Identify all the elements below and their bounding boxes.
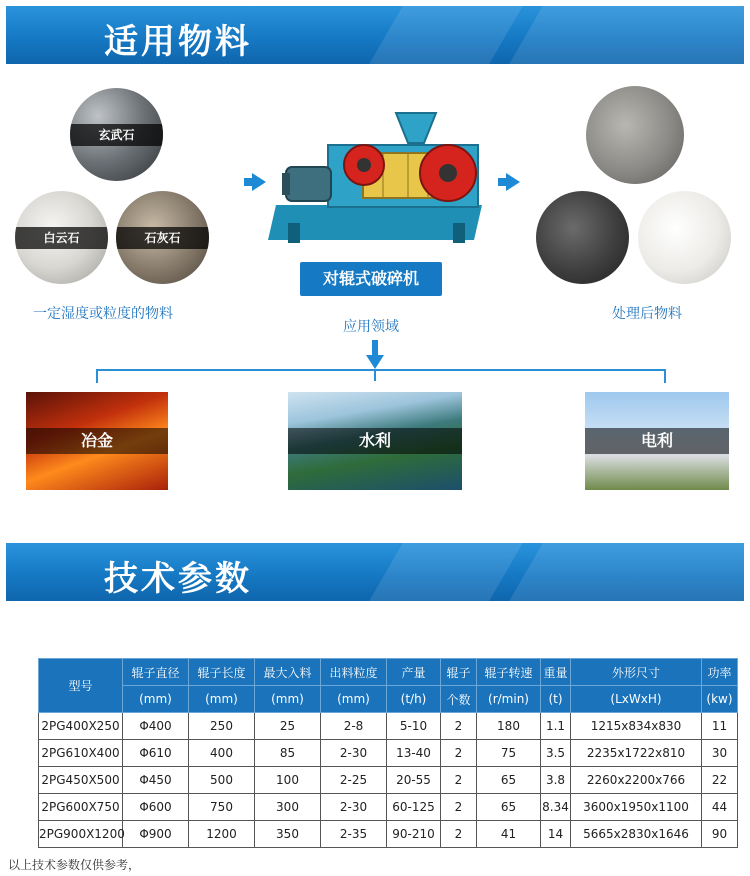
limestone-image [116, 191, 209, 284]
table-cell: 75 [477, 740, 541, 767]
header-unit-cell: (kw) [702, 686, 738, 713]
table-cell: 65 [477, 767, 541, 794]
table-cell: 20-55 [387, 767, 441, 794]
arrow-right-icon [506, 173, 520, 191]
table-cell: 85 [255, 740, 321, 767]
table-cell: 500 [189, 767, 255, 794]
table-header-row [39, 659, 738, 686]
table-cell: 1215x834x830 [571, 713, 702, 740]
metallurgy-image [26, 392, 168, 490]
table-cell: 90-210 [387, 821, 441, 848]
power-plant-image [585, 392, 729, 490]
table-cell: 14 [541, 821, 571, 848]
table-cell: 65 [477, 794, 541, 821]
footnote: 以上技术参数仅供参考， [8, 858, 141, 872]
table-cell: Φ610 [123, 740, 189, 767]
header-unit-cell: (mm) [189, 686, 255, 713]
field-label: 电利 [585, 428, 729, 454]
table-row [39, 794, 738, 821]
table-cell: 5665x2830x1646 [571, 821, 702, 848]
header-cell: 辊子长度 [189, 659, 255, 686]
arrow-right-icon [252, 173, 266, 191]
table-cell: 2 [441, 767, 477, 794]
table-row [39, 740, 738, 767]
table-cell: 300 [255, 794, 321, 821]
header-cell: 外形尺寸 [571, 659, 702, 686]
table-cell: 8.34 [541, 794, 571, 821]
table-cell: 1.1 [541, 713, 571, 740]
section-banner-materials [6, 6, 744, 64]
bracket-divider [374, 369, 376, 381]
material-label: 白云石 [15, 227, 108, 249]
header-unit-cell: (t) [541, 686, 571, 713]
header-cell: 辊子转速 [477, 659, 541, 686]
table-cell: 90 [702, 821, 738, 848]
table-row [39, 821, 738, 848]
table-cell: 22 [702, 767, 738, 794]
table-cell: 2 [441, 821, 477, 848]
table-row [39, 767, 738, 794]
table-cell: 2PG610X400 [39, 740, 123, 767]
table-cell: 3600x1950x1100 [571, 794, 702, 821]
header-cell: 出料粒度 [321, 659, 387, 686]
table-cell: 100 [255, 767, 321, 794]
table-cell: 2PG450X500 [39, 767, 123, 794]
field-label: 冶金 [26, 428, 168, 454]
material-label: 玄武石 [70, 124, 163, 146]
header-cell: 辊子直径 [123, 659, 189, 686]
table-cell: 5-10 [387, 713, 441, 740]
table-cell: 2235x1722x810 [571, 740, 702, 767]
table-cell: 350 [255, 821, 321, 848]
table-cell: 2 [441, 794, 477, 821]
header-cell: 功率 [702, 659, 738, 686]
table-cell: 2-30 [321, 740, 387, 767]
table-cell: 750 [189, 794, 255, 821]
arrow-down-icon [366, 340, 384, 370]
table-cell: 2PG400X250 [39, 713, 123, 740]
header-unit-cell: (t/h) [387, 686, 441, 713]
header-unit-cell: 个数 [441, 686, 477, 713]
table-cell: Φ600 [123, 794, 189, 821]
header-unit-cell: (LxWxH) [571, 686, 702, 713]
application-title: 应用领域 [343, 319, 399, 335]
table-cell: 2260x2200x766 [571, 767, 702, 794]
dolomite-image [15, 191, 108, 284]
table-cell: 11 [702, 713, 738, 740]
table-cell: 2 [441, 713, 477, 740]
table-cell: 41 [477, 821, 541, 848]
header-cell: 辊子 [441, 659, 477, 686]
table-cell: 2 [441, 740, 477, 767]
water-conservancy-image [288, 392, 462, 490]
white-stone-image [638, 191, 731, 284]
table-row [39, 713, 738, 740]
gravel-image [536, 191, 629, 284]
table-cell: 2-35 [321, 821, 387, 848]
section-title: 技术参数 [104, 559, 252, 599]
header-cell: 重量 [541, 659, 571, 686]
material-label: 石灰石 [116, 227, 209, 249]
header-cell: 最大入料 [255, 659, 321, 686]
table-cell: 180 [477, 713, 541, 740]
table-cell: 1200 [189, 821, 255, 848]
header-unit-cell: (mm) [255, 686, 321, 713]
basalt-image [70, 88, 163, 181]
table-cell: 2-25 [321, 767, 387, 794]
table-cell: 44 [702, 794, 738, 821]
table-cell: 3.5 [541, 740, 571, 767]
field-label: 水利 [288, 428, 462, 454]
table-cell: Φ400 [123, 713, 189, 740]
table-cell: 25 [255, 713, 321, 740]
section-banner-specs [6, 543, 744, 601]
header-unit-cell: (mm) [123, 686, 189, 713]
table-cell: 2-8 [321, 713, 387, 740]
header-cell: 产量 [387, 659, 441, 686]
crushed-stone-image [586, 86, 684, 184]
table-header-row [39, 686, 738, 713]
technical-parameters-table [38, 658, 738, 848]
table-cell: 250 [189, 713, 255, 740]
table-cell: 2PG900X1200 [39, 821, 123, 848]
raw-material-caption: 一定湿度或粒度的物料 [33, 306, 173, 322]
section-title: 适用物料 [104, 22, 252, 62]
header-unit-cell: (mm) [321, 686, 387, 713]
processed-caption: 处理后物料 [612, 306, 682, 322]
table-cell: Φ900 [123, 821, 189, 848]
roll-crusher-illustration [268, 105, 490, 250]
application-bracket [96, 369, 666, 383]
table-cell: 2PG600X750 [39, 794, 123, 821]
machine-label: 对辊式破碎机 [300, 262, 442, 296]
table-cell: 400 [189, 740, 255, 767]
header-unit-cell: (r/min) [477, 686, 541, 713]
table-cell: 13-40 [387, 740, 441, 767]
table-cell: Φ450 [123, 767, 189, 794]
table-cell: 2-30 [321, 794, 387, 821]
table-cell: 3.8 [541, 767, 571, 794]
header-cell: 型号 [39, 659, 123, 713]
table-cell: 60-125 [387, 794, 441, 821]
table-cell: 30 [702, 740, 738, 767]
